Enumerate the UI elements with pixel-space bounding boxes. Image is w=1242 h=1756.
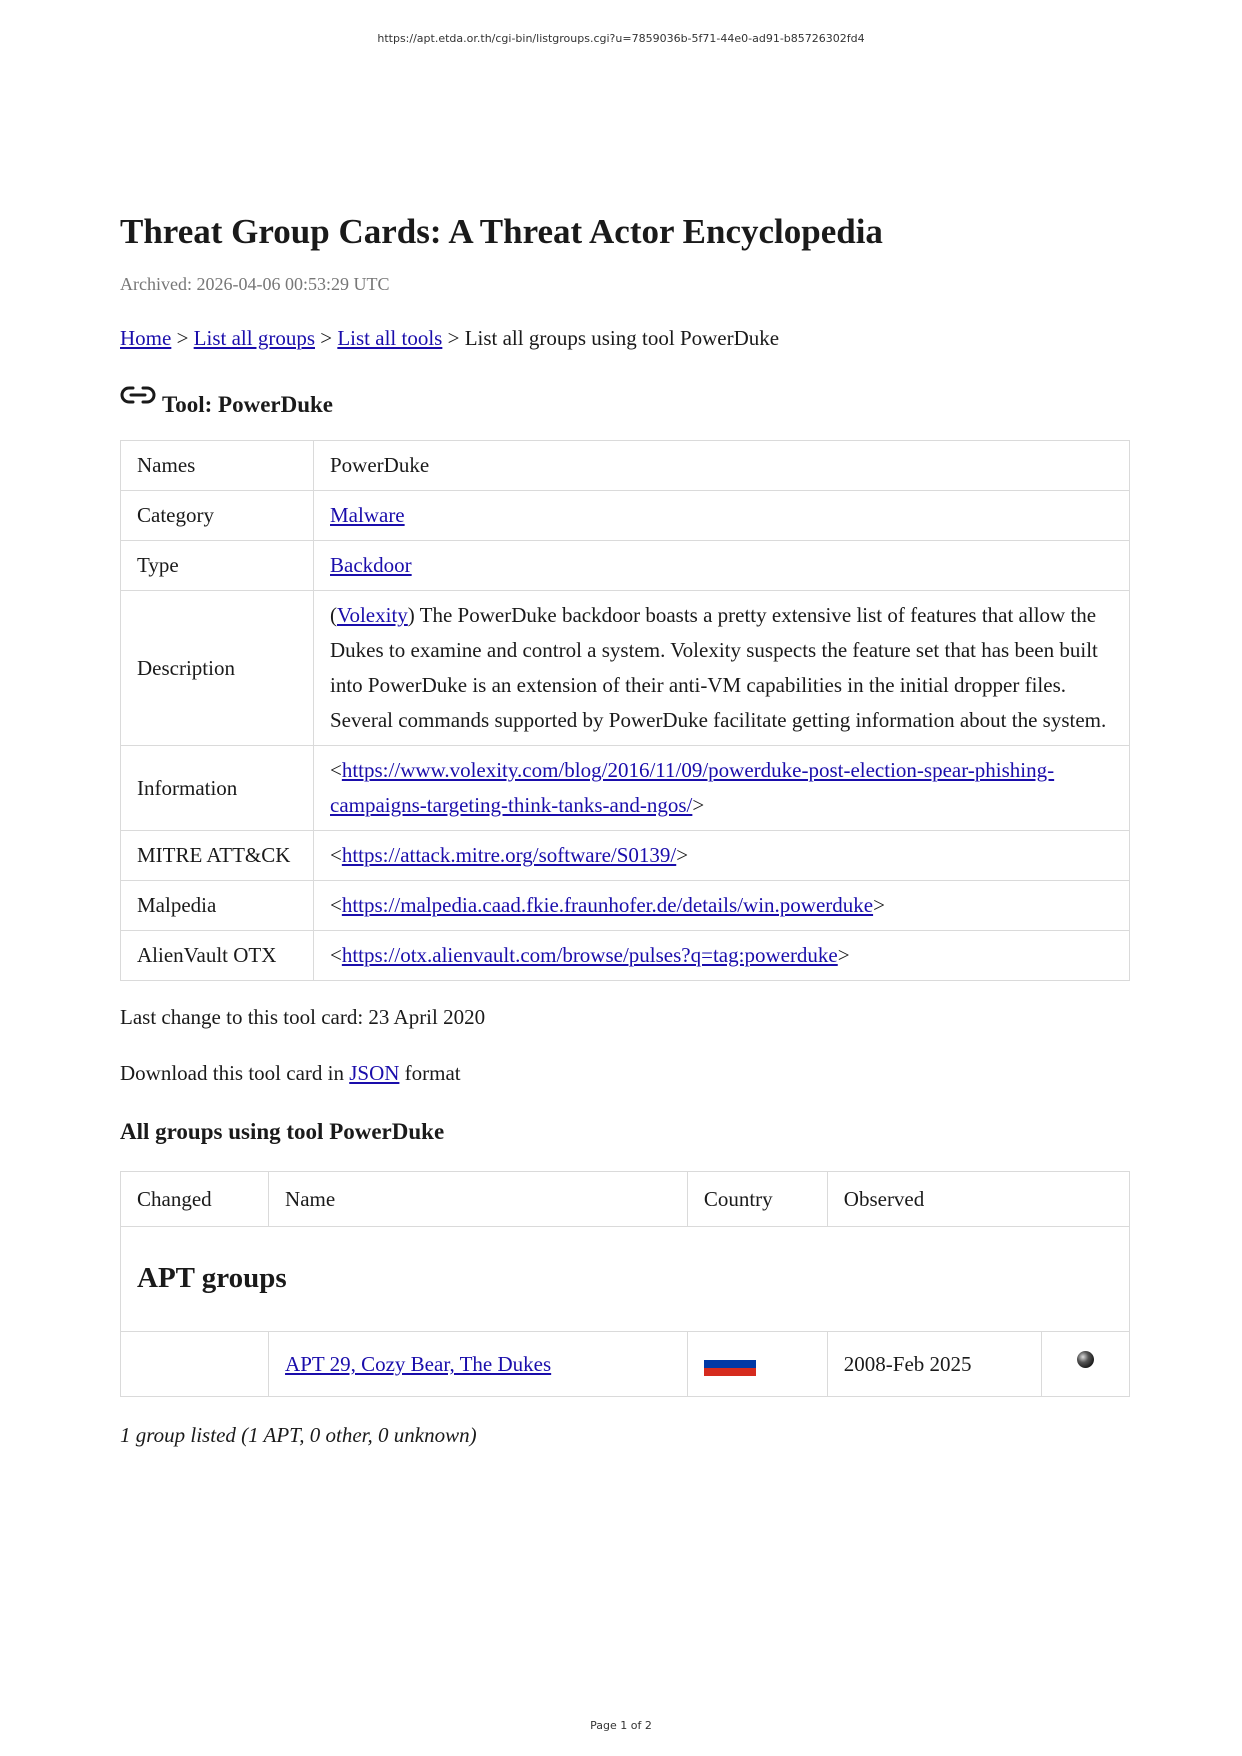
table-row [121, 441, 1130, 491]
section-row [121, 1227, 1130, 1332]
angle-bracket-close: > [873, 893, 885, 917]
type-link[interactable]: Backdoor [330, 553, 412, 577]
flag-stripe-top [704, 1352, 756, 1360]
otx-link[interactable]: https://otx.alienvault.com/browse/pulses?q=tag:powerduke [341, 943, 838, 967]
description-label: Description [121, 591, 314, 746]
angle-bracket-open: < [330, 843, 342, 867]
type-label: Type [121, 541, 314, 591]
status-cell [1041, 1332, 1129, 1397]
information-cell [314, 746, 1130, 831]
angle-bracket-open: < [330, 758, 342, 782]
archived-timestamp: Archived: 2026-04-06 00:53:29 UTC [120, 274, 390, 294]
information-link[interactable]: https://www.volexity.com/blog/2016/11/09/powerduke-post-election-spear-phishing-campaigns-targeting-think-tanks-and-ngos/ [330, 758, 1055, 817]
observed-cell: 2008-Feb 2025 [827, 1332, 1041, 1397]
download-suffix: format [399, 1061, 461, 1085]
breadcrumb-separator: > [442, 326, 465, 350]
table-row [121, 491, 1130, 541]
changed-cell [121, 1332, 269, 1397]
otx-label: AlienVault OTX [121, 931, 314, 981]
table-row [121, 881, 1130, 931]
column-header-observed: Observed [827, 1172, 1129, 1227]
breadcrumb [120, 324, 1130, 352]
table-row [121, 746, 1130, 831]
groups-heading: All groups using tool PowerDuke [120, 1119, 445, 1144]
table-row [121, 831, 1130, 881]
breadcrumb-separator: > [171, 326, 194, 350]
table-row [121, 1332, 1130, 1397]
download-prefix: Download this tool card in [120, 1061, 350, 1085]
description-source-link[interactable]: Volexity [337, 603, 408, 627]
print-footer-page-number: Page 1 of 2 [590, 1719, 652, 1732]
mitre-label: MITRE ATT&CK [121, 831, 314, 881]
page-content [120, 210, 1130, 1449]
breadcrumb-separator: > [315, 326, 338, 350]
download-text [120, 1059, 1130, 1087]
print-header-url: https://apt.etda.or.th/cgi-bin/listgroups.cgi?u=7859036b-5f71-44e0-ad91-b85726302fd4 [377, 32, 865, 45]
category-cell [314, 491, 1130, 541]
column-header-name: Name [269, 1172, 688, 1227]
mitre-cell [314, 831, 1130, 881]
json-download-link[interactable]: JSON [349, 1061, 400, 1085]
table-row [121, 591, 1130, 746]
breadcrumb-home-link[interactable]: Home [120, 326, 172, 350]
flag-stripe-middle [704, 1360, 756, 1368]
link-icon [120, 384, 156, 406]
group-name-link[interactable]: APT 29, Cozy Bear, The Dukes [285, 1352, 552, 1376]
groups-summary: 1 group listed (1 APT, 0 other, 0 unknown) [120, 1423, 477, 1447]
flag-stripe-bottom [704, 1368, 756, 1376]
groups-table [120, 1171, 1130, 1397]
malpedia-link[interactable]: https://malpedia.caad.fkie.fraunhofer.de/details/win.powerduke [341, 893, 874, 917]
tool-heading-text: Tool: PowerDuke [162, 392, 334, 417]
category-label: Category [121, 491, 314, 541]
malpedia-cell [314, 881, 1130, 931]
page-title: Threat Group Cards: A Threat Actor Encyclopedia [120, 212, 883, 251]
otx-cell [314, 931, 1130, 981]
column-header-country: Country [687, 1172, 827, 1227]
breadcrumb-current: List all groups using tool PowerDuke [464, 326, 780, 350]
table-row [121, 541, 1130, 591]
column-header-changed: Changed [121, 1172, 269, 1227]
angle-bracket-close: > [676, 843, 689, 867]
description-paren: ( [330, 603, 337, 627]
description-text: ) The PowerDuke backdoor boasts a pretty extensive list of features that allow the Dukes to examine and control a system. Volexity suspects the feature set that has been built into PowerDuke is an extension of their anti-VM capabilities in the initial dropper files. Several commands supported by PowerDuke facilitate getting information about the system. [330, 603, 1107, 732]
breadcrumb-list-tools-link[interactable]: List all tools [337, 326, 443, 350]
section-cell [121, 1227, 1130, 1332]
country-cell [687, 1332, 827, 1397]
angle-bracket-close: > [692, 793, 705, 817]
last-change-text: Last change to this tool card: 23 April 2020 [120, 1005, 486, 1029]
russia-flag-icon [704, 1352, 756, 1376]
angle-bracket-open: < [330, 943, 342, 967]
tool-heading [120, 380, 1130, 420]
dark-dot-icon [1077, 1351, 1094, 1368]
category-link[interactable]: Malware [330, 503, 405, 527]
description-cell [314, 591, 1130, 746]
group-name-cell [269, 1332, 688, 1397]
breadcrumb-list-groups-link[interactable]: List all groups [193, 326, 315, 350]
information-label: Information [121, 746, 314, 831]
type-cell [314, 541, 1130, 591]
malpedia-label: Malpedia [121, 881, 314, 931]
table-row [121, 931, 1130, 981]
names-label: Names [121, 441, 314, 491]
section-title-apt-groups: APT groups [137, 1262, 287, 1294]
angle-bracket-open: < [330, 893, 342, 917]
tool-info-table [120, 440, 1130, 981]
angle-bracket-close: > [837, 943, 850, 967]
names-value: PowerDuke [314, 441, 1130, 491]
table-header-row [121, 1172, 1130, 1227]
mitre-link[interactable]: https://attack.mitre.org/software/S0139/ [341, 843, 677, 867]
